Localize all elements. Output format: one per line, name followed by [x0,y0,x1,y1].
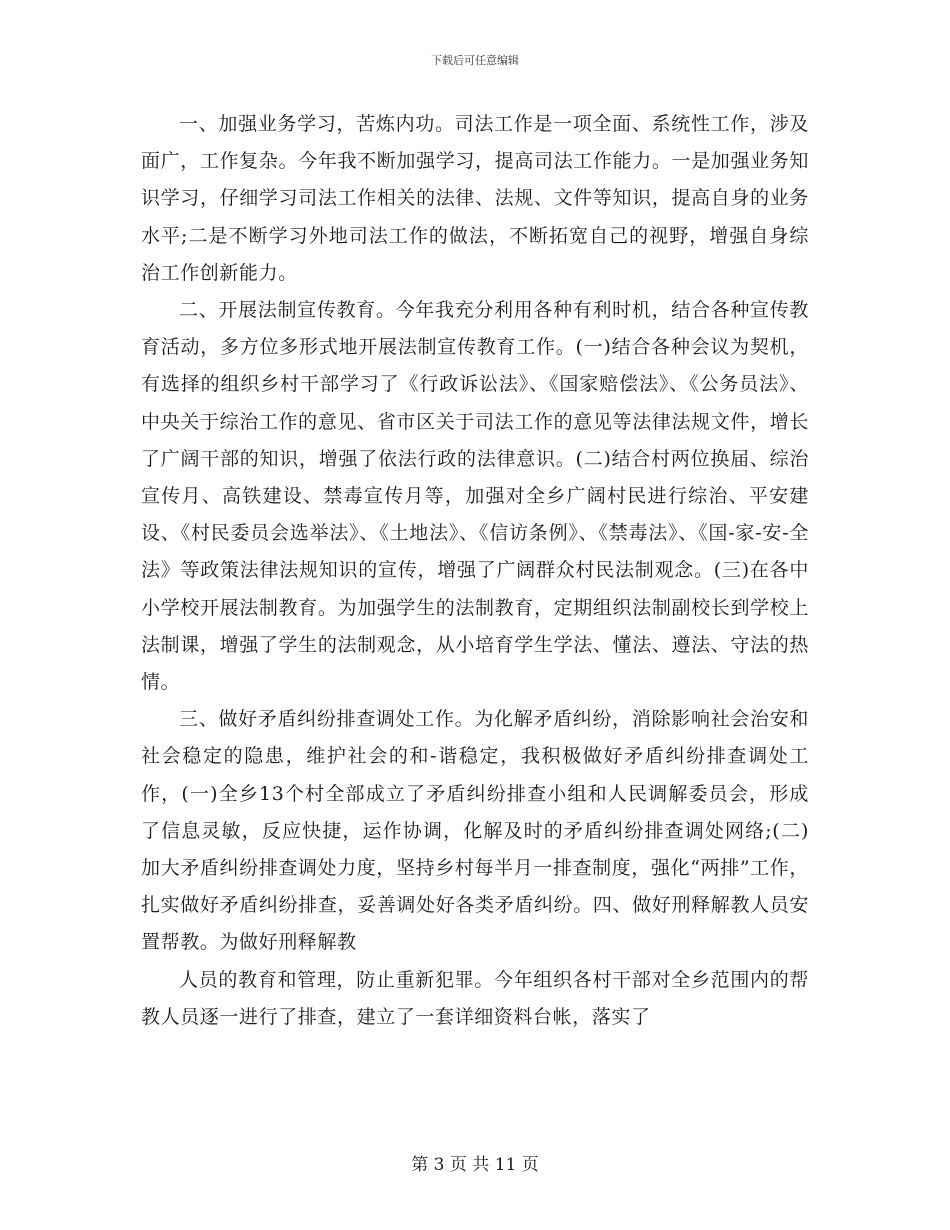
paragraph-business-study: 一、加强业务学习，苦炼内功。司法工作是一项全面、系统性工作，涉及面广，工作复杂。今年我不断加强学习，提高司法工作能力。一是加强业务知识学习，仔细学习司法工作相关的法律、法规、文件等知识，提高自身的业务水平;二是不断学习外地司法工作的做法，不断拓宽自己的视野，增强自身综治工作创新能力。 [141,113,809,284]
paragraph-released-persons: 人员的教育和管理，防止重新犯罪。今年组织各村干部对全乡范围内的帮教人员逐一进行了排查，建立了一套详细资料台帐，落实了 [141,968,809,1028]
paragraph-dispute-mediation: 三、做好矛盾纠纷排查调处工作。为化解矛盾纠纷，消除影响社会治安和社会稳定的隐患，维护社会的和-谐稳定，我积极做好矛盾纠纷排查调处工作，(一)全乡13个村全部成立了矛盾纠纷排查小组和人民调解委员会，形成了信息灵敏，反应快捷，运作协调，化解及时的矛盾纠纷排查调处网络;(二)加大矛盾纠纷排查调处力度，坚持乡村每半月一排查制度，强化“两排”工作，扎实做好矛盾纠纷排查，妥善调处好各类矛盾纠纷。四、做好刑释解教人员安置帮教。为做好刑释解教 [141,708,809,954]
paragraph-legal-education: 二、开展法制宣传教育。今年我充分利用各种有利时机，结合各种宣传教育活动，多方位多形式地开展法制宣传教育工作。(一)结合各种会议为契机，有选择的组织乡村干部学习了《行政诉讼法》、《国家赔偿法》、《公务员法》、中央关于综治工作的意见、省市区关于司法工作的意见等法律法规文件，增长了广阔干部的知识，增强了依法行政的法律意识。(二)结合村两位换届、综治宣传月、高铁建设、禁毒宣传月等，加强对全乡广阔村民进行综治、平安建设、《村民委员会选举法》、《土地法》、《信访条例》、《禁毒法》、《国-家-安-全法》等政策法律法规知识的宣传，增强了广阔群众村民法制观念。(三)在各中小学校开展法制教育。为加强学生的法制教育，定期组织法制副校长到学校上法制课，增强了学生的法制观念，从小培育学生学法、懂法、遵法、守法的热情。 [141,299,809,694]
document-body [141,106,809,1036]
header-note: 下载后可任意编辑 [431,54,519,67]
page-number: 第 3 页 共 11 页 [411,1155,539,1175]
